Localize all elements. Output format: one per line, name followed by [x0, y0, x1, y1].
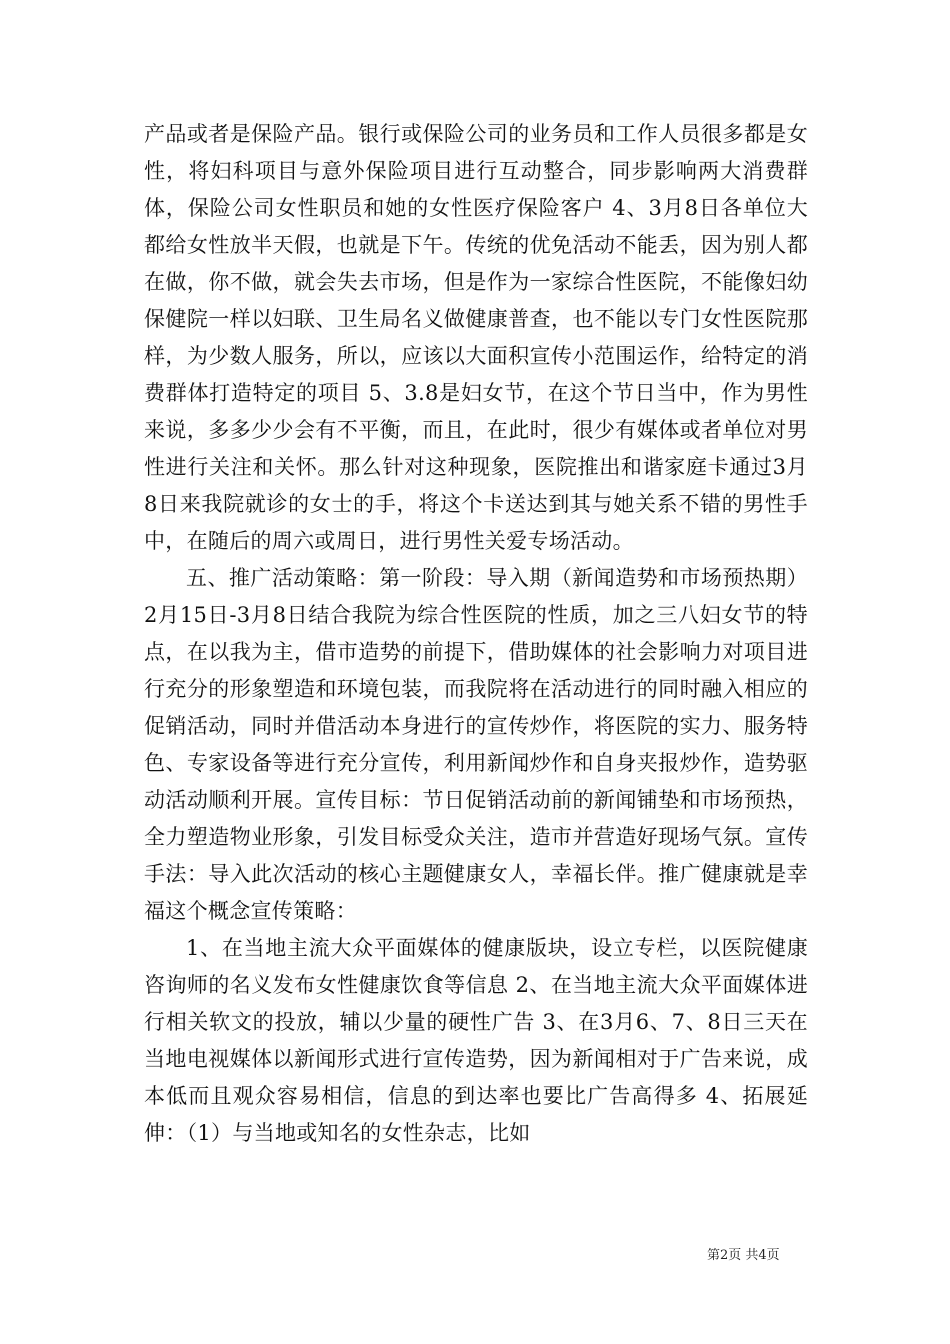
paragraph-continuation: 产品或者是保险产品。银行或保险公司的业务员和工作人员很多都是女性，将妇科项目与意外保险项目进行互动整合，同步影响两大消费群体，保险公司女性职员和她的女性医疗保险客户 4、3月8日各单位大都给女性放半天假，也就是下午。传统的优免活动不能丢，因为别人都在做，你不做，就会失去市场，但是作为一家综合性医院，不能像妇幼保健院一样以妇联、卫生局名义做健康普查，也不能以专门女性医院那样，为少数人服务，所以，应该以大面积宣传小范围运作，给特定的消费群体打造特定的项目 5、3.8是妇女节，在这个节日当中，作为男性来说，多多少少会有不平衡，而且，在此时，很少有媒体或者单位对男性进行关注和关怀。那么针对这种现象，医院推出和谐家庭卡通过3月8日来我院就诊的女士的手，将这个卡送达到其与她关系不错的男性手中，在随后的周六或周日，进行男性关爱专场活动。: [144, 122, 808, 553]
paragraph-strategy: 五、推广活动策略：第一阶段：导入期（新闻造势和市场预热期）2月15日-3月8日结合我院为综合性医院的性质，加之三八妇女节的特点，在以我为主，借市造势的前提下，借助媒体的社会影响力对项目进行充分的形象塑造和环境包装，而我院将在活动进行的同时融入相应的促销活动，同时并借活动本身进行的宣传炒作，将医院的实力、服务特色、专家设备等进行充分宣传，利用新闻炒作和自身夹报炒作，造势驱动活动顺利开展。宣传目标：节日促销活动前的新闻铺垫和市场预热，全力塑造物业形象，引发目标受众关注，造市并营造好现场气氛。宣传手法：导入此次活动的核心主题健康女人，幸福长伴。推广健康就是幸福这个概念宣传策略：: [144, 566, 808, 923]
page-number: 第2页 共4页: [707, 1248, 780, 1263]
document-body: [144, 116, 808, 1152]
paragraph-media-plan: 1、在当地主流大众平面媒体的健康版块，设立专栏，以医院健康咨询师的名义发布女性健康饮食等信息 2、在当地主流大众平面媒体进行相关软文的投放，辅以少量的硬性广告 3、在3月6、7、8日三天在当地电视媒体以新闻形式进行宣传造势，因为新闻相对于广告来说，成本低而且观众容易相信，信息的到达率也要比广告高得多 4、拓展延伸：（1）与当地或知名的女性杂志，比如: [144, 936, 808, 1145]
